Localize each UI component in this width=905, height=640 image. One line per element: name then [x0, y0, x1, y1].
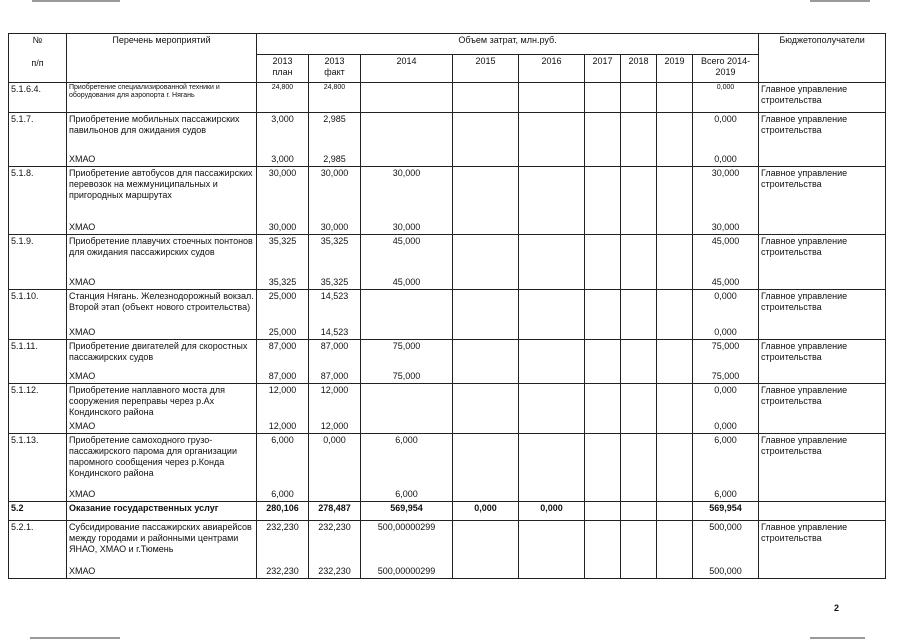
value-region: 30,000 — [320, 222, 349, 232]
value-region: 3,000 — [271, 154, 294, 164]
value-region: 30,000 — [392, 222, 421, 232]
total-main: 45,000 — [711, 236, 740, 246]
budget-recipient: Главное управление строительства — [759, 113, 886, 167]
value-main: 0,000 — [474, 503, 497, 513]
value-region: 75,000 — [392, 371, 421, 381]
value-y2018 — [621, 384, 657, 434]
budget-recipient: Главное управление строительства — [759, 235, 886, 290]
row-code: 5.1.6.4. — [9, 83, 67, 113]
budget-recipient: Главное управление строительства — [759, 167, 886, 235]
value-fact — [309, 290, 361, 340]
page-number: 2 — [834, 603, 840, 613]
row-activity — [67, 384, 257, 434]
total-region: 0,000 — [714, 421, 737, 431]
value-y2015 — [453, 340, 519, 384]
budget-recipient: Главное управление строительства — [759, 384, 886, 434]
value-fact — [309, 167, 361, 235]
value-y2016 — [519, 502, 585, 521]
region-label: ХМАО — [69, 277, 96, 287]
row-code: 5.1.13. — [9, 434, 67, 502]
row-activity — [67, 290, 257, 340]
region-label: ХМАО — [69, 154, 96, 164]
total-region: 0,000 — [714, 154, 737, 164]
value-plan — [257, 235, 309, 290]
value-y2014 — [361, 521, 453, 579]
budget-recipient: Главное управление строительства — [759, 290, 886, 340]
value-main: 6,000 — [395, 435, 418, 445]
value-fact — [309, 83, 361, 113]
header-number-pp: п/п — [31, 58, 44, 68]
value-main: 278,487 — [318, 503, 351, 513]
value-y2018 — [621, 167, 657, 235]
row-activity — [67, 521, 257, 579]
value-y2017 — [585, 113, 621, 167]
value-main: 232,230 — [266, 522, 299, 532]
total-main: 75,000 — [711, 341, 740, 351]
value-plan — [257, 502, 309, 521]
budget-recipient — [759, 502, 886, 521]
total-main: 0,000 — [714, 114, 737, 124]
scan-artifact-top-left — [32, 0, 120, 2]
row-activity — [67, 434, 257, 502]
value-y2014 — [361, 502, 453, 521]
value-y2017 — [585, 340, 621, 384]
value-y2016 — [519, 340, 585, 384]
value-y2019 — [657, 235, 693, 290]
total-main: 0,000 — [716, 84, 735, 91]
value-main: 45,000 — [392, 236, 421, 246]
value-main: 87,000 — [268, 341, 297, 351]
row-activity — [67, 340, 257, 384]
cost-table — [8, 33, 886, 579]
value-y2016 — [519, 235, 585, 290]
value-y2018 — [621, 521, 657, 579]
value-region: 6,000 — [395, 489, 418, 499]
value-total — [693, 290, 759, 340]
row-activity — [67, 235, 257, 290]
value-main: 35,325 — [320, 236, 349, 246]
value-total — [693, 113, 759, 167]
value-main: 0,000 — [323, 435, 346, 445]
row-code: 5.1.8. — [9, 167, 67, 235]
row-code: 5.1.12. — [9, 384, 67, 434]
value-fact — [309, 340, 361, 384]
region-label: ХМАО — [69, 489, 96, 499]
total-main: 30,000 — [711, 168, 740, 178]
value-plan — [257, 167, 309, 235]
value-region: 232,230 — [266, 566, 299, 576]
value-main: 24,800 — [323, 84, 346, 91]
scan-artifact-bottom-right — [810, 637, 865, 639]
value-y2019 — [657, 167, 693, 235]
row-code: 5.1.11. — [9, 340, 67, 384]
value-main: 280,106 — [266, 503, 299, 513]
row-code: 5.1.9. — [9, 235, 67, 290]
value-main: 0,000 — [540, 503, 563, 513]
value-total — [693, 340, 759, 384]
table-row — [9, 502, 886, 521]
value-y2015 — [453, 502, 519, 521]
value-y2015 — [453, 521, 519, 579]
value-y2015 — [453, 235, 519, 290]
value-y2018 — [621, 340, 657, 384]
value-region: 25,000 — [268, 327, 297, 337]
table-row — [9, 167, 886, 235]
value-region: 87,000 — [320, 371, 349, 381]
value-y2019 — [657, 83, 693, 113]
header-2016: 2016 — [519, 55, 585, 83]
value-main: 3,000 — [271, 114, 294, 124]
value-y2017 — [585, 502, 621, 521]
value-y2017 — [585, 235, 621, 290]
value-y2018 — [621, 113, 657, 167]
value-y2019 — [657, 290, 693, 340]
row-activity — [67, 113, 257, 167]
value-total — [693, 384, 759, 434]
value-y2016 — [519, 167, 585, 235]
value-y2014 — [361, 384, 453, 434]
value-fact — [309, 502, 361, 521]
header-2019: 2019 — [657, 55, 693, 83]
value-region: 30,000 — [268, 222, 297, 232]
value-region: 35,325 — [268, 277, 297, 287]
header-total: Всего 2014- 2019 — [693, 55, 759, 83]
value-region: 45,000 — [392, 277, 421, 287]
activity-name: Станция Нягань. Железнодорожный вокзал. Второй этап (объект нового строительства) — [69, 291, 254, 312]
value-y2019 — [657, 502, 693, 521]
value-plan — [257, 384, 309, 434]
value-y2014 — [361, 167, 453, 235]
table-row — [9, 521, 886, 579]
value-region: 500,00000299 — [377, 566, 436, 576]
table-row — [9, 235, 886, 290]
header-2015: 2015 — [453, 55, 519, 83]
value-fact — [309, 521, 361, 579]
value-y2018 — [621, 290, 657, 340]
value-y2015 — [453, 167, 519, 235]
value-main: 75,000 — [392, 341, 421, 351]
header-costs: Объем затрат, млн.руб. — [257, 34, 759, 55]
value-y2015 — [453, 113, 519, 167]
value-region: 12,000 — [268, 421, 297, 431]
value-y2018 — [621, 83, 657, 113]
table-row — [9, 83, 886, 113]
value-fact — [309, 434, 361, 502]
value-y2019 — [657, 434, 693, 502]
total-region: 0,000 — [714, 327, 737, 337]
value-main: 30,000 — [392, 168, 421, 178]
row-activity — [67, 502, 257, 521]
value-y2015 — [453, 290, 519, 340]
activity-name: Приобретение автобусов для пассажирских перевозок на межмуниципальных и пригородных маршрутах — [69, 168, 253, 200]
budget-recipient: Главное управление строительства — [759, 521, 886, 579]
value-region: 87,000 — [268, 371, 297, 381]
value-total — [693, 502, 759, 521]
value-total — [693, 235, 759, 290]
value-main: 87,000 — [320, 341, 349, 351]
value-y2017 — [585, 384, 621, 434]
header-2013-plan: 2013 план — [257, 55, 309, 83]
total-main: 500,000 — [709, 522, 742, 532]
budget-recipient: Главное управление строительства — [759, 83, 886, 113]
total-main: 0,000 — [714, 291, 737, 301]
region-label: ХМАО — [69, 421, 96, 431]
activity-name: Приобретение специализированной техники и оборудования для аэропорта г. Нягань — [69, 84, 220, 99]
value-y2019 — [657, 113, 693, 167]
value-y2017 — [585, 434, 621, 502]
row-code: 5.1.10. — [9, 290, 67, 340]
value-y2018 — [621, 235, 657, 290]
value-plan — [257, 340, 309, 384]
value-main: 25,000 — [268, 291, 297, 301]
table-row — [9, 340, 886, 384]
value-main: 12,000 — [320, 385, 349, 395]
value-main: 500,00000299 — [377, 522, 436, 532]
value-y2014 — [361, 113, 453, 167]
header-number — [9, 34, 67, 83]
value-y2019 — [657, 340, 693, 384]
value-y2014 — [361, 235, 453, 290]
header-recipients: Бюджетополучатели — [759, 34, 886, 83]
value-plan — [257, 434, 309, 502]
value-y2018 — [621, 434, 657, 502]
value-total — [693, 167, 759, 235]
header-number-sign: № — [32, 35, 43, 45]
value-region: 14,523 — [320, 327, 349, 337]
total-main: 569,954 — [709, 503, 742, 513]
value-main: 30,000 — [268, 168, 297, 178]
table-row — [9, 290, 886, 340]
region-label: ХМАО — [69, 327, 96, 337]
row-code: 5.2 — [9, 502, 67, 521]
value-y2017 — [585, 167, 621, 235]
table-row — [9, 113, 886, 167]
activity-name: Приобретение плавучих стоечных понтонов для ожидания пассажирских судов — [69, 236, 253, 257]
value-region: 6,000 — [271, 489, 294, 499]
value-y2014 — [361, 340, 453, 384]
header-2018: 2018 — [621, 55, 657, 83]
header-2014: 2014 — [361, 55, 453, 83]
value-y2016 — [519, 521, 585, 579]
value-main: 6,000 — [271, 435, 294, 445]
value-y2014 — [361, 83, 453, 113]
value-main: 24,800 — [271, 84, 294, 91]
scan-artifact-bottom-left — [30, 637, 120, 639]
value-y2019 — [657, 384, 693, 434]
total-region: 30,000 — [711, 222, 740, 232]
budget-recipient: Главное управление строительства — [759, 434, 886, 502]
region-label: ХМАО — [69, 371, 96, 381]
value-total — [693, 521, 759, 579]
activity-name: Оказание государственных услуг — [69, 503, 219, 513]
value-y2016 — [519, 384, 585, 434]
activity-name: Приобретение мобильных пассажирских павильонов для ожидания судов — [69, 114, 240, 135]
total-region: 500,000 — [709, 566, 742, 576]
value-y2018 — [621, 502, 657, 521]
value-y2019 — [657, 521, 693, 579]
row-code: 5.2.1. — [9, 521, 67, 579]
value-region: 12,000 — [320, 421, 349, 431]
header-activities: Перечень мероприятий — [67, 34, 257, 83]
value-fact — [309, 384, 361, 434]
value-total — [693, 434, 759, 502]
total-region: 75,000 — [711, 371, 740, 381]
value-main: 30,000 — [320, 168, 349, 178]
value-region: 35,325 — [320, 277, 349, 287]
value-y2017 — [585, 521, 621, 579]
budget-recipient: Главное управление строительства — [759, 340, 886, 384]
row-activity — [67, 167, 257, 235]
table-row — [9, 384, 886, 434]
activity-name: Приобретение двигателей для скоростных пассажирских судов — [69, 341, 248, 362]
scan-artifact-top-right — [810, 0, 870, 2]
activity-name: Приобретение наплавного моста для сооружения переправы через р.Ах Кондинского района — [69, 385, 225, 417]
value-y2016 — [519, 434, 585, 502]
value-region: 232,230 — [318, 566, 351, 576]
value-y2015 — [453, 83, 519, 113]
header-2013-fact: 2013 факт — [309, 55, 361, 83]
total-region: 45,000 — [711, 277, 740, 287]
total-main: 0,000 — [714, 385, 737, 395]
value-plan — [257, 290, 309, 340]
value-y2016 — [519, 290, 585, 340]
activity-name: Приобретение самоходного грузо-пассажирского парома для организации паромного сообщения через р.Конда Кондинского района — [69, 435, 237, 478]
total-region: 6,000 — [714, 489, 737, 499]
value-plan — [257, 113, 309, 167]
value-y2016 — [519, 113, 585, 167]
value-main: 14,523 — [320, 291, 349, 301]
value-main: 232,230 — [318, 522, 351, 532]
value-y2017 — [585, 83, 621, 113]
value-plan — [257, 521, 309, 579]
value-y2014 — [361, 290, 453, 340]
value-plan — [257, 83, 309, 113]
value-y2017 — [585, 290, 621, 340]
value-y2014 — [361, 434, 453, 502]
row-code: 5.1.7. — [9, 113, 67, 167]
activity-name: Субсидирование пассажирских авиарейсов между городами и районными центрами ЯНАО, ХМАО и г.Тюмень — [69, 522, 252, 554]
value-fact — [309, 235, 361, 290]
value-main: 12,000 — [268, 385, 297, 395]
value-y2015 — [453, 434, 519, 502]
value-y2015 — [453, 384, 519, 434]
total-main: 6,000 — [714, 435, 737, 445]
region-label: ХМАО — [69, 222, 96, 232]
row-activity — [67, 83, 257, 113]
value-y2016 — [519, 83, 585, 113]
value-region: 2,985 — [323, 154, 346, 164]
value-main: 35,325 — [268, 236, 297, 246]
value-main: 2,985 — [323, 114, 346, 124]
region-label: ХМАО — [69, 566, 96, 576]
table-row — [9, 434, 886, 502]
value-main: 569,954 — [390, 503, 423, 513]
value-fact — [309, 113, 361, 167]
header-2017: 2017 — [585, 55, 621, 83]
value-total — [693, 83, 759, 113]
